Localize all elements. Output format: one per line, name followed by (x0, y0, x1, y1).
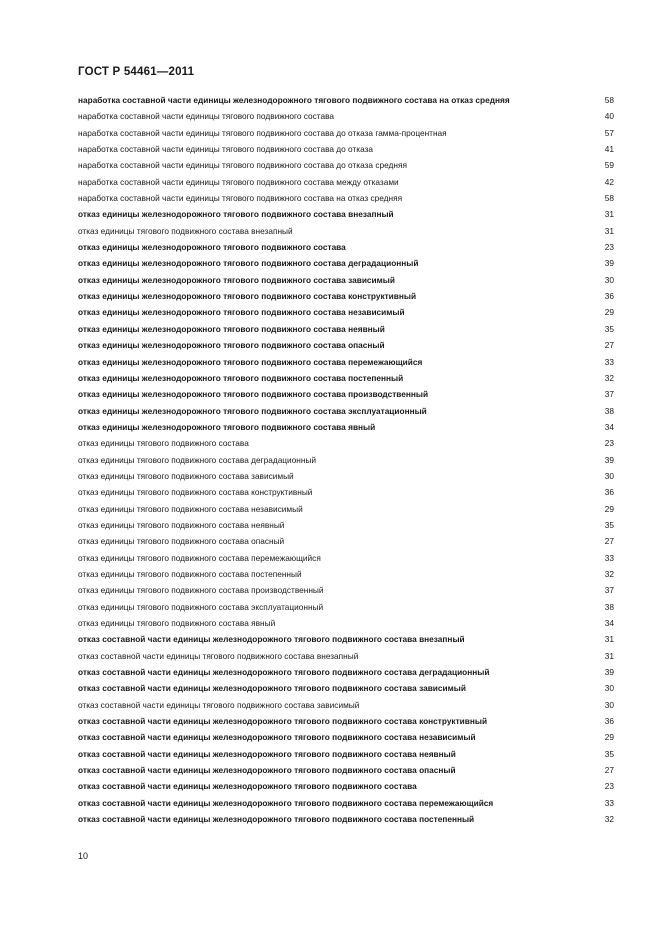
index-entry (78, 226, 614, 237)
index-term: наработка составной части единицы тягового подвижного состава (78, 111, 334, 122)
index-entry (78, 520, 614, 531)
index-entry (78, 258, 614, 269)
index-entry (78, 177, 614, 188)
index-term: отказ единицы тягового подвижного состава эксплуатационный (78, 601, 324, 612)
index-page-ref: 39 (604, 258, 614, 269)
index-page-ref: 33 (604, 797, 614, 808)
index-entry (78, 798, 614, 809)
index-term: отказ составной части единицы железнодорожного тягового подвижного состава зависимый (78, 683, 466, 694)
page-number: 10 (78, 851, 89, 861)
index-entry (78, 307, 614, 318)
index-term: отказ единицы тягового подвижного состава явный (78, 618, 276, 628)
index-term: отказ составной части единицы железнодорожного тягового подвижного состава опасный (78, 765, 456, 776)
document-header: ГОСТ Р 54461—2011 (78, 66, 195, 78)
index-term: отказ составной части единицы железнодорожного тягового подвижного состава неявный (78, 748, 456, 759)
index-entry (78, 781, 614, 792)
index-entry (78, 683, 614, 694)
index-entry (78, 242, 614, 253)
index-page-ref: 39 (604, 454, 614, 465)
index-entry (78, 487, 614, 498)
index-page-ref: 58 (604, 193, 614, 204)
index-page-ref: 38 (604, 405, 614, 416)
index-page-ref: 38 (604, 601, 614, 612)
index-entry (78, 422, 614, 433)
index-term: отказ составной части единицы железнодорожного тягового подвижного состава конструктивный (78, 716, 488, 727)
index-entry (78, 389, 614, 400)
index-entry (78, 618, 614, 629)
index-entry (78, 749, 614, 760)
index-term: наработка составной части единицы тягового подвижного состава между отказами (78, 176, 399, 187)
index-page-ref: 58 (604, 95, 614, 105)
index-page-ref: 31 (604, 209, 614, 220)
index-page-ref: 35 (604, 323, 614, 334)
index-entry (78, 144, 614, 155)
index-term: отказ единицы тягового подвижного состава производственный (78, 585, 324, 596)
index-term: отказ составной части единицы железнодорожного тягового подвижного состава независимый (78, 732, 476, 743)
index-page-ref: 57 (604, 127, 614, 138)
index-page-ref: 33 (604, 356, 614, 367)
index-entry (78, 602, 614, 613)
index-entry (78, 471, 614, 482)
index-term: отказ единицы тягового подвижного состава конструктивный (78, 487, 313, 498)
index-entry (78, 536, 614, 547)
index-term: отказ единицы тягового подвижного состава перемежающийся (78, 552, 321, 563)
index-page-ref: 31 (604, 650, 614, 661)
index-term: отказ единицы железнодорожного тягового подвижного состава внезапный (78, 209, 394, 220)
index-term: отказ единицы железнодорожного тягового подвижного состава независимый (78, 307, 405, 318)
index-entry (78, 357, 614, 368)
index-term: отказ составной части единицы тягового подвижного состава зависимый (78, 699, 360, 710)
index-term: отказ единицы железнодорожного тягового подвижного состава деградационный (78, 258, 419, 269)
index-page-ref: 27 (604, 536, 614, 547)
index-entry (78, 667, 614, 678)
index-term: отказ составной части единицы железнодорожного тягового подвижного состава деградационный (78, 667, 490, 678)
index-page-ref: 34 (604, 618, 614, 628)
index-page-ref: 23 (604, 781, 614, 792)
index-page-ref: 36 (604, 716, 614, 727)
index-term: отказ составной части единицы железнодорожного тягового подвижного состава внезапный (78, 634, 465, 645)
index-term: отказ составной части единицы железнодорожного тягового подвижного состава перемежающийся (78, 797, 494, 808)
index-page-ref: 30 (604, 683, 614, 694)
index-entry (78, 373, 614, 384)
index-page-ref: 32 (604, 568, 614, 579)
index-term: отказ единицы тягового подвижного состава внезапный (78, 225, 293, 236)
index-entry (78, 209, 614, 220)
index-entry (78, 128, 614, 139)
index-entry (78, 553, 614, 564)
index-page-ref: 27 (604, 340, 614, 351)
index-page-ref: 42 (604, 176, 614, 187)
index-term: отказ единицы тягового подвижного состава неявный (78, 519, 285, 530)
index-page-ref: 37 (604, 585, 614, 596)
index-page-ref: 36 (604, 291, 614, 302)
index-page-ref: 23 (604, 438, 614, 449)
index-page-ref: 35 (604, 748, 614, 759)
index-entry (78, 585, 614, 596)
index-entry (78, 95, 614, 106)
index-page-ref: 41 (604, 144, 614, 155)
index-term: отказ единицы тягового подвижного состава зависимый (78, 470, 294, 481)
index-term: наработка составной части единицы тягового подвижного состава до отказа гамма-процентная (78, 127, 447, 138)
index-entry (78, 569, 614, 580)
index-term: наработка составной части единицы тягового подвижного состава до отказа средняя (78, 160, 407, 171)
index-term: отказ единицы железнодорожного тягового подвижного состава зависимый (78, 274, 395, 285)
index-entry (78, 111, 614, 122)
index-term: отказ единицы тягового подвижного состава постепенный (78, 568, 302, 579)
index-term: отказ единицы тягового подвижного состава деградационный (78, 454, 317, 465)
index-entry (78, 716, 614, 727)
index-page-ref: 31 (604, 634, 614, 645)
index-page-ref: 32 (604, 814, 614, 825)
index-entry (78, 732, 614, 743)
index-page-ref: 23 (604, 242, 614, 253)
index-page-ref: 33 (604, 552, 614, 563)
index-entry (78, 455, 614, 466)
index-entry (78, 765, 614, 776)
index-page-ref: 59 (604, 160, 614, 171)
index-page-ref: 37 (604, 389, 614, 400)
index-term: отказ единицы железнодорожного тягового подвижного состава (78, 242, 346, 253)
index-page-ref: 29 (604, 307, 614, 318)
index-entry (78, 814, 614, 825)
index-entry (78, 406, 614, 417)
index-term: отказ единицы железнодорожного тягового подвижного состава конструктивный (78, 291, 417, 302)
index-entry (78, 324, 614, 335)
index-term: отказ единицы железнодорожного тягового подвижного состава явный (78, 421, 376, 432)
index-term: отказ единицы железнодорожного тягового подвижного состава производственный (78, 389, 429, 400)
index-page-ref: 30 (604, 699, 614, 710)
index-page-ref: 30 (604, 470, 614, 481)
index-term: отказ единицы железнодорожного тягового подвижного состава постепенный (78, 372, 404, 383)
index-page-ref: 34 (604, 421, 614, 432)
index-entry (78, 193, 614, 204)
index-entry (78, 700, 614, 711)
index-entry (78, 438, 614, 449)
index-page-ref: 39 (604, 667, 614, 678)
index-entry (78, 340, 614, 351)
index-term: отказ составной части единицы железнодорожного тягового подвижного состава (78, 781, 417, 792)
index-list (78, 95, 614, 830)
index-term: наработка составной части единицы тягового подвижного состава на отказ средняя (78, 193, 403, 204)
index-entry (78, 160, 614, 171)
index-page-ref: 29 (604, 732, 614, 743)
index-page-ref: 29 (604, 503, 614, 514)
index-entry (78, 275, 614, 286)
index-term: отказ составной части единицы тягового подвижного состава внезапный (78, 650, 359, 661)
index-term: отказ единицы железнодорожного тягового подвижного состава опасный (78, 340, 385, 351)
index-term: отказ единицы железнодорожного тягового подвижного состава перемежающийся (78, 356, 423, 367)
index-page-ref: 36 (604, 487, 614, 498)
index-term: отказ единицы тягового подвижного состава независимый (78, 503, 303, 514)
index-page-ref: 32 (604, 372, 614, 383)
index-entry (78, 651, 614, 662)
index-entry (78, 634, 614, 645)
index-term: отказ единицы тягового подвижного состава опасный (78, 536, 285, 547)
index-page-ref: 40 (604, 111, 614, 122)
index-term: отказ единицы железнодорожного тягового подвижного состава неявный (78, 323, 385, 334)
index-page-ref: 30 (604, 274, 614, 285)
index-entry (78, 291, 614, 302)
index-page-ref: 31 (604, 225, 614, 236)
index-term: отказ единицы железнодорожного тягового подвижного состава эксплуатационный (78, 405, 427, 416)
index-term: отказ составной части единицы железнодорожного тягового подвижного состава постепенный (78, 814, 475, 825)
index-page-ref: 27 (604, 765, 614, 776)
index-entry (78, 504, 614, 515)
index-term: наработка составной части единицы тягового подвижного состава до отказа (78, 144, 374, 155)
index-page-ref: 35 (604, 519, 614, 530)
index-term: наработка составной части единицы железнодорожного тягового подвижного состава на отказ средняя (78, 95, 510, 105)
index-term: отказ единицы тягового подвижного состава (78, 438, 249, 449)
